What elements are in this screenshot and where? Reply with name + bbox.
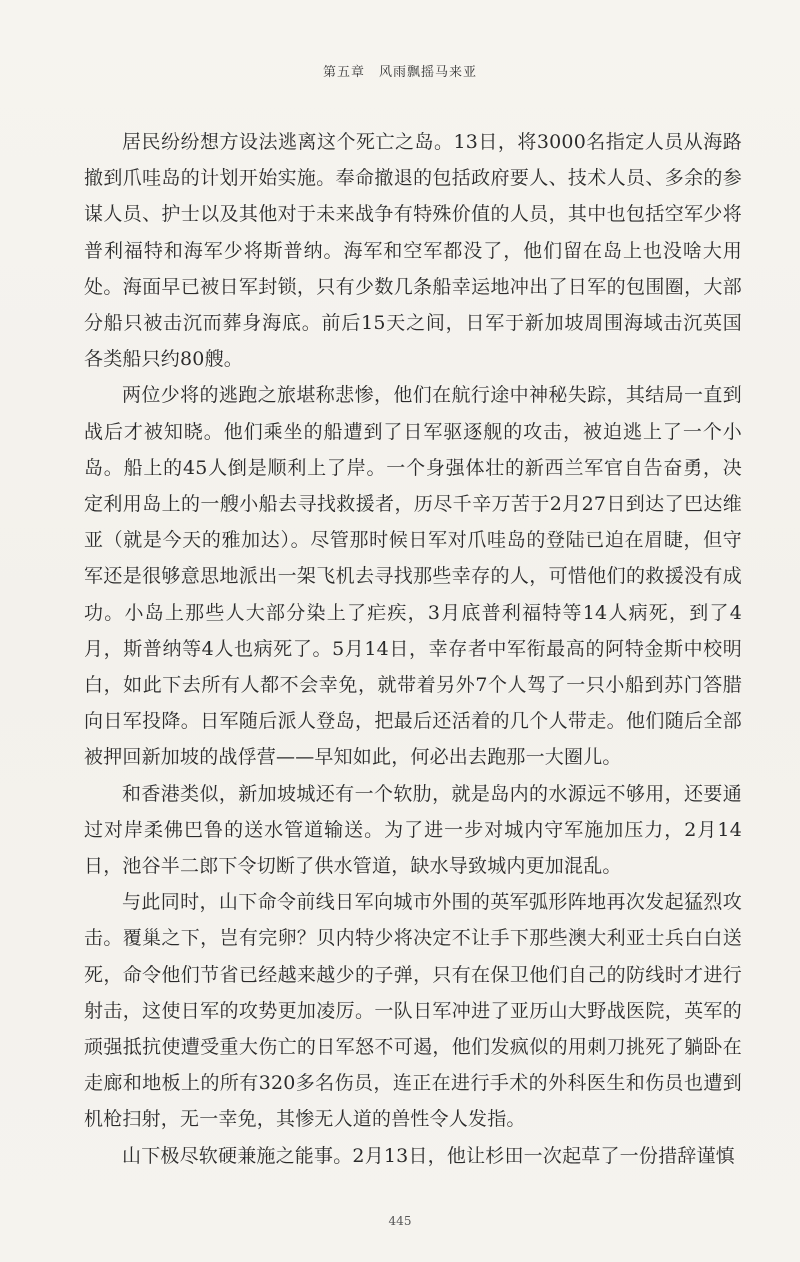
paragraph: 和香港类似，新加坡城还有一个软肋，就是岛内的水源远不够用，还要通过对岸柔佛巴鲁的送水管道输送。为了进一步对城内守军施加压力，2月14日，池谷半二郎下令切断了供水管道，缺水导致城内更加混乱。 bbox=[84, 782, 742, 878]
body-text bbox=[84, 124, 742, 1174]
paragraph: 与此同时，山下命令前线日军向城市外围的英军弧形阵地再次发起猛烈攻击。覆巢之下，岂有完卵？贝内特少将决定不让手下那些澳大利亚士兵白白送死，命令他们节省已经越来越少的子弹，只有在保卫他们自己的防线时才进行射击，这使日军的攻势更加凌厉。一队日军冲进了亚历山大野战医院，英军的顽强抵抗使遭受重大伤亡的日军怒不可遏，他们发疯似的用刺刀挑死了躺卧在走廊和地板上的所有320多名伤员，连正在进行手术的外科医生和伤员也遭到机枪扫射，无一幸免，其惨无人道的兽性令人发指。 bbox=[84, 891, 742, 1131]
running-header: 第五章 风雨飘摇马来亚 bbox=[322, 65, 477, 80]
page-number: 445 bbox=[388, 1214, 412, 1228]
paragraph: 两位少将的逃跑之旅堪称悲惨，他们在航行途中神秘失踪，其结局一直到战后才被知晓。他们乘坐的船遭到了日军驱逐舰的攻击，被迫逃上了一个小岛。船上的45人倒是顺利上了岸。一个身强体壮的新西兰军官自告奋勇，决定利用岛上的一艘小船去寻找救援者，历尽千辛万苦于2月27日到达了巴达维亚（就是今天的雅加达）。尽管那时候日军对爪哇岛的登陆已迫在眉睫，但守军还是很够意思地派出一架飞机去寻找那些幸存的人，可惜他们的救援没有成功。小岛上那些人大部分染上了疟疾，3月底普利福特等14人病死，到了4月，斯普纳等4人也病死了。5月14日，幸存者中军衔最高的阿特金斯中校明白，如此下去所有人都不会幸免，就带着另外7个人驾了一只小船到苏门答腊向日军投降。日军随后派人登岛，把最后还活着的几个人带走。他们随后全部被押回新加坡的战俘营——早知如此，何必出去跑那一大圈儿。 bbox=[84, 384, 742, 769]
paragraph: 山下极尽软硬兼施之能事。2月13日，他让杉田一次起草了一份措辞谨慎 bbox=[122, 1144, 735, 1167]
paragraph: 居民纷纷想方设法逃离这个死亡之岛。13日，将3000名指定人员从海路撤到爪哇岛的计划开始实施。奉命撤退的包括政府要人、技术人员、多余的参谋人员、护士以及其他对于未来战争有特殊价值的人员，其中也包括空军少将普利福特和海军少将斯普纳。海军和空军都没了，他们留在岛上也没啥大用处。海面早已被日军封锁，只有少数几条船幸运地冲出了日军的包围圈，大部分船只被击沉而葬身海底。前后15天之间，日军于新加坡周围海域击沉英国各类船只约80艘。 bbox=[84, 131, 742, 371]
